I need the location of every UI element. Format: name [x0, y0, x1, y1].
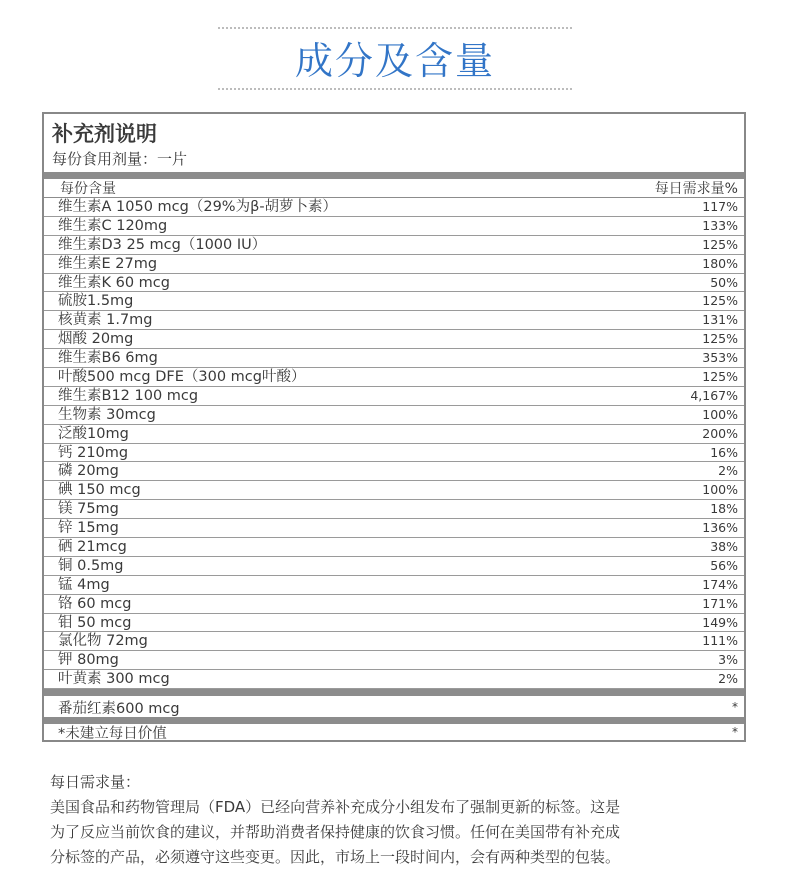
- nutrient-dv: 125%: [702, 331, 738, 347]
- nutrient-name: 碘 150 mcg: [58, 482, 141, 499]
- bottom-dotted-divider: [218, 88, 572, 90]
- nutrient-name: 氯化物 72mg: [58, 633, 148, 650]
- nutrient-dv: 111%: [702, 633, 738, 649]
- nutrient-dv: 136%: [702, 520, 738, 536]
- nutrient-row: [44, 519, 744, 538]
- top-dotted-divider: [218, 27, 572, 29]
- nutrient-name: 镁 75mg: [58, 501, 119, 518]
- nutrient-name: 维生素E 27mg: [58, 255, 158, 272]
- column-header: [44, 177, 744, 198]
- nutrient-row: [44, 330, 744, 349]
- nutrient-dv: 133%: [702, 217, 738, 233]
- nutrient-row: [44, 538, 744, 557]
- nutrient-name: 硫胺1.5mg: [58, 293, 134, 310]
- nutrient-row: [44, 311, 744, 330]
- nutrient-row: [44, 595, 744, 614]
- footnote-text: *未建立每日价值: [58, 726, 167, 742]
- nutrient-name: 维生素D3 25 mcg（1000 IU）: [58, 236, 267, 253]
- nutrient-name: 维生素K 60 mcg: [58, 274, 170, 291]
- nutrient-dv: 171%: [702, 595, 738, 611]
- nutrient-dv: 180%: [702, 255, 738, 271]
- nutrient-row: [44, 387, 744, 406]
- nutrient-name: 铜 0.5mg: [58, 557, 124, 574]
- nutrient-dv: 125%: [702, 293, 738, 309]
- nutrient-dv: 149%: [702, 614, 738, 630]
- daily-value-note: [50, 770, 750, 870]
- nutrient-row: [44, 255, 744, 274]
- nutrient-dv: 200%: [702, 425, 738, 441]
- note-line-3: 分标签的产品，必须遵守这些变更。因此，市场上一段时间内，会有两种类型的包装。: [50, 848, 621, 866]
- note-heading: 每日需求量：: [50, 773, 141, 791]
- nutrient-name: 锌 15mg: [58, 520, 119, 537]
- nutrient-name: 锰 4mg: [58, 576, 110, 593]
- nutrient-dv: *: [732, 700, 738, 714]
- nutrient-dv: 3%: [718, 652, 738, 668]
- nutrient-list: [44, 198, 744, 689]
- nutrient-name: 生物素 30mcg: [58, 406, 156, 423]
- column-amount-label: 每份含量: [60, 181, 116, 197]
- nutrient-name: 叶黄素 300 mcg: [58, 671, 170, 688]
- supplement-facts-panel: [42, 112, 746, 742]
- nutrient-name: 维生素C 120mg: [58, 217, 168, 234]
- footnote-row: [44, 722, 744, 742]
- nutrient-row: [44, 670, 744, 689]
- nutrient-dv: 4,167%: [690, 387, 738, 403]
- nutrient-row: [44, 368, 744, 387]
- note-line-2: 为了反应当前饮食的建议，并帮助消费者保持健康的饮食习惯。任何在美国带有补充成: [50, 823, 621, 841]
- nutrient-dv: 100%: [702, 406, 738, 422]
- nutrient-dv: 100%: [702, 482, 738, 498]
- nutrient-name: 泛酸10mg: [58, 425, 129, 442]
- nutrient-row: [44, 632, 744, 651]
- nutrient-dv: 125%: [702, 369, 738, 385]
- nutrient-row: [44, 444, 744, 463]
- nutrient-name: 烟酸 20mg: [58, 331, 134, 348]
- nutrient-row: [44, 651, 744, 670]
- nutrient-name: 番茄红素600 mcg: [58, 701, 180, 717]
- nutrient-name: 维生素B6 6mg: [58, 350, 158, 367]
- nutrient-dv: 56%: [710, 557, 738, 573]
- nutrient-name: 磷 20mg: [58, 463, 119, 480]
- nutrient-name: 硒 21mcg: [58, 539, 127, 556]
- nutrient-name: 叶酸500 mcg DFE（300 mcg叶酸）: [58, 369, 306, 386]
- nutrient-row: [44, 462, 744, 481]
- nutrient-row: [44, 576, 744, 595]
- lycopene-row: [44, 697, 744, 717]
- nutrient-dv: 50%: [710, 274, 738, 290]
- page-title: 成分及含量: [294, 39, 495, 83]
- nutrient-dv: 131%: [702, 312, 738, 328]
- nutrient-row: [44, 198, 744, 217]
- nutrient-dv: 2%: [718, 671, 738, 687]
- nutrient-row: [44, 349, 744, 368]
- column-dv-label: 每日需求量%: [654, 181, 738, 197]
- nutrient-dv: 38%: [710, 539, 738, 555]
- nutrient-name: 钾 80mg: [58, 652, 119, 669]
- nutrient-dv: 174%: [702, 576, 738, 592]
- nutrient-row: [44, 292, 744, 311]
- nutrient-row: [44, 614, 744, 633]
- nutrient-dv: 16%: [710, 444, 738, 460]
- panel-title: 补充剂说明: [52, 122, 157, 146]
- thick-divider-lycopene: [44, 689, 744, 696]
- nutrient-row: [44, 274, 744, 293]
- nutrient-row: [44, 481, 744, 500]
- note-line-1: 美国食品和药物管理局（FDA）已经向营养补充成分小组发布了强制更新的标签。这是: [50, 798, 621, 816]
- nutrient-row: [44, 236, 744, 255]
- nutrient-name: 钼 50 mcg: [58, 614, 132, 631]
- nutrient-dv: 117%: [702, 199, 738, 214]
- nutrient-name: 钙 210mg: [58, 444, 129, 461]
- nutrient-dv: 2%: [718, 463, 738, 479]
- nutrient-name: 核黄素 1.7mg: [58, 312, 153, 329]
- nutrient-dv: 353%: [702, 350, 738, 366]
- nutrient-row: [44, 425, 744, 444]
- nutrient-row: [44, 217, 744, 236]
- nutrient-row: [44, 557, 744, 576]
- nutrient-dv: 18%: [710, 501, 738, 517]
- nutrient-name: 维生素A 1050 mcg（29%为β-胡萝卜素）: [58, 199, 338, 215]
- nutrient-dv: 125%: [702, 236, 738, 252]
- nutrient-row: [44, 406, 744, 425]
- nutrient-name: 维生素B12 100 mcg: [58, 387, 199, 404]
- serving-size: 每份食用剂量：一片: [52, 150, 188, 168]
- nutrient-name: 铬 60 mcg: [58, 595, 132, 612]
- nutrient-row: [44, 500, 744, 519]
- footnote-mark: *: [732, 725, 738, 739]
